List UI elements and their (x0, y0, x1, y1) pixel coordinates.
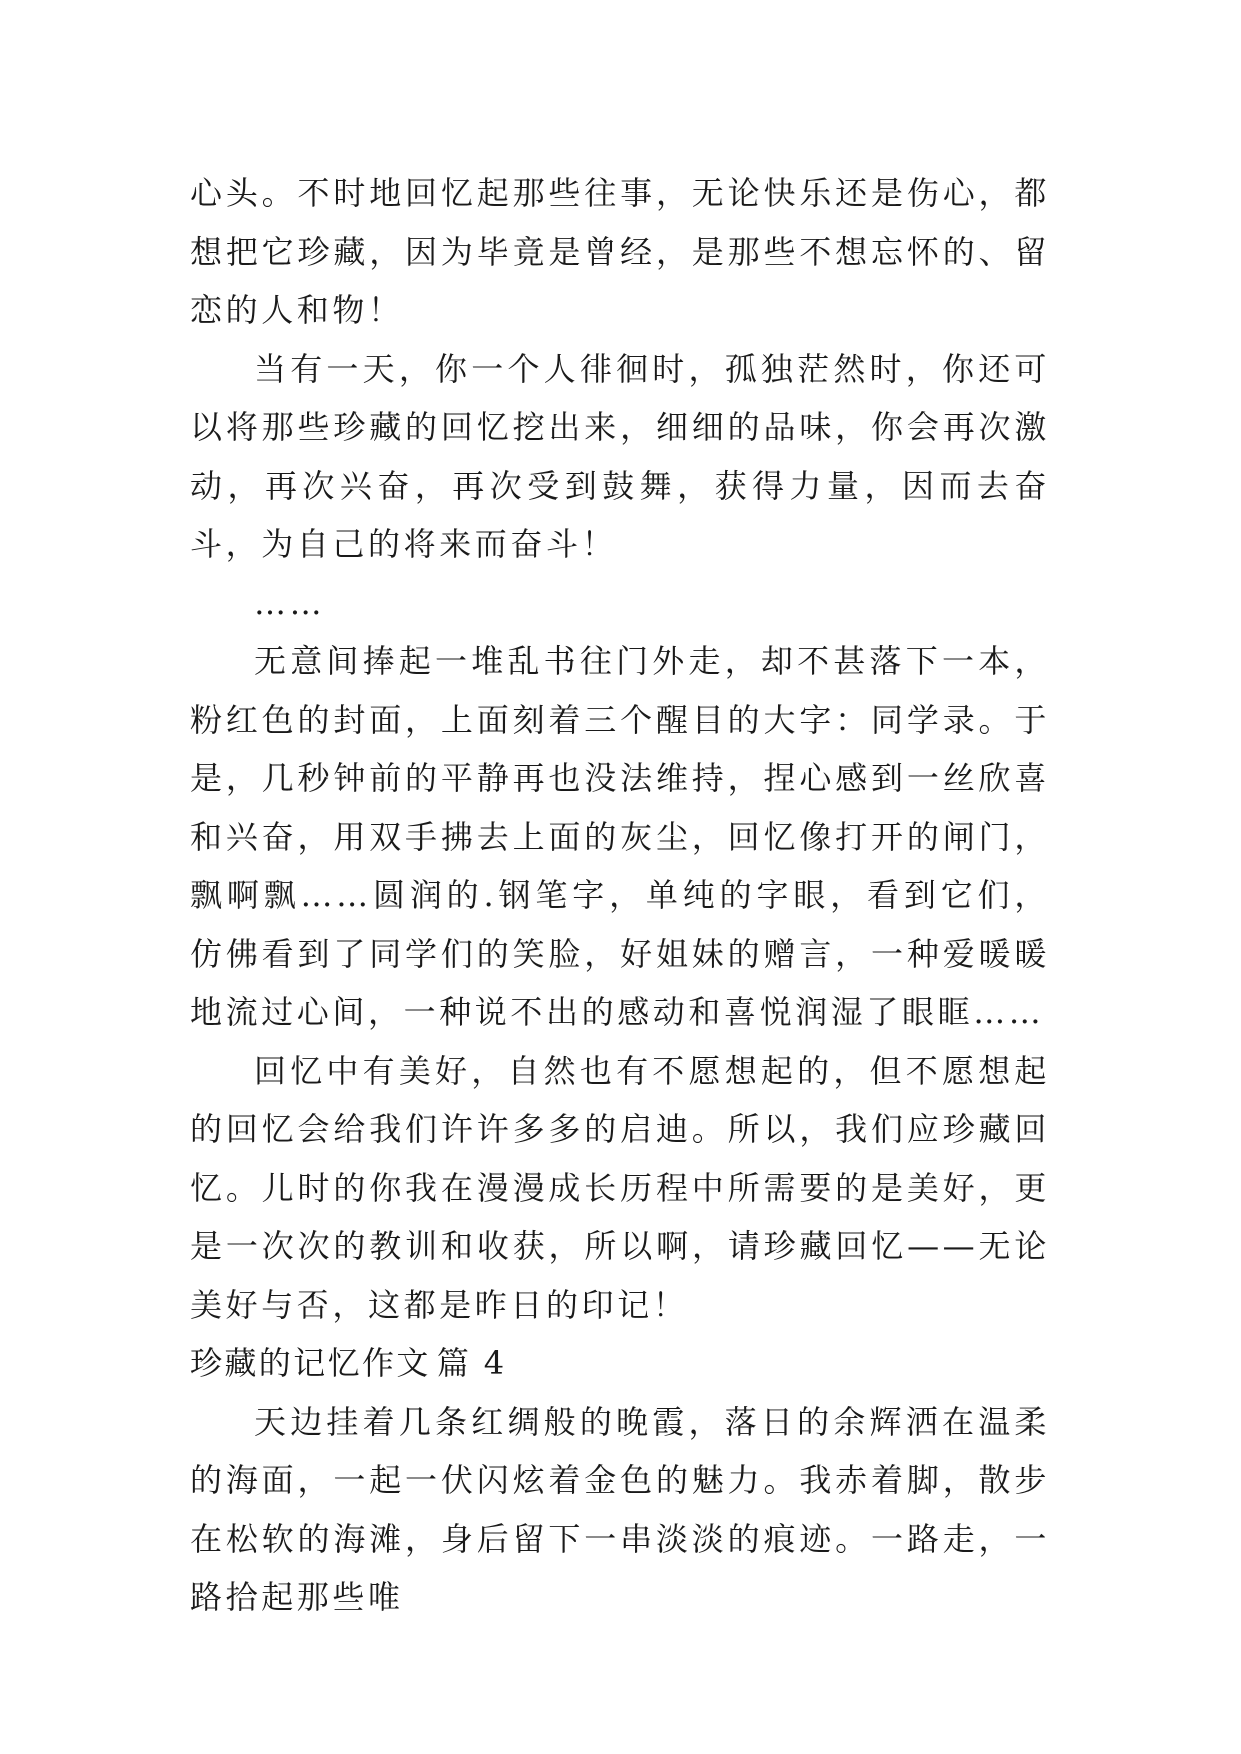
section-number: 篇 4 (436, 1344, 507, 1382)
paragraph: 心头。不时地回忆起那些往事，无论快乐还是伤心，都想把它珍藏，因为毕竟是曾经，是那些不想忘怀的、留恋的人和物！ (190, 174, 1050, 329)
document-body (190, 164, 1050, 1627)
paragraph: 回忆中有美好，自然也有不愿想起的，但不愿想起的回忆会给我们许许多多的启迪。所以，我们应珍藏回忆。儿时的你我在漫漫成长历程中所需要的是美好，更是一次次的教训和收获，所以啊，请珍藏回忆——无论美好与否，这都是昨日的印记！ (190, 1051, 1050, 1324)
section-title: 珍藏的记忆作文 (190, 1344, 431, 1382)
paragraph: 天边挂着几条红绸般的晚霞，落日的余辉洒在温柔的海面，一起一伏闪炫着金色的魅力。我赤着脚，散步在松软的海滩，身后留下一串淡淡的痕迹。一路走，一路拾起那些唯 (190, 1402, 1050, 1616)
paragraph: 无意间捧起一堆乱书往门外走，却不甚落下一本，粉红色的封面，上面刻着三个醒目的大字：同学录。于是，几秒钟前的平静再也没法维持，捏心感到一丝欣喜和兴奋，用双手拂去上面的灰尘，回忆像打开的闸门，飘啊飘……圆润的.钢笔字，单纯的字眼，看到它们，仿佛看到了同学们的笑脸，好姐妹的赠言，一种爱暖暖地流过心间，一种说不出的感动和喜悦润湿了眼眶…… (190, 642, 1050, 1031)
paragraph: 当有一天，你一个人徘徊时，孤独茫然时，你还可以将那些珍藏的回忆挖出来，细细的品味，你会再次激动，再次兴奋，再次受到鼓舞，获得力量，因而去奋斗，为自己的将来而奋斗！ (190, 349, 1050, 563)
ellipsis-line: …… (254, 583, 326, 622)
section-heading (190, 1334, 1050, 1393)
